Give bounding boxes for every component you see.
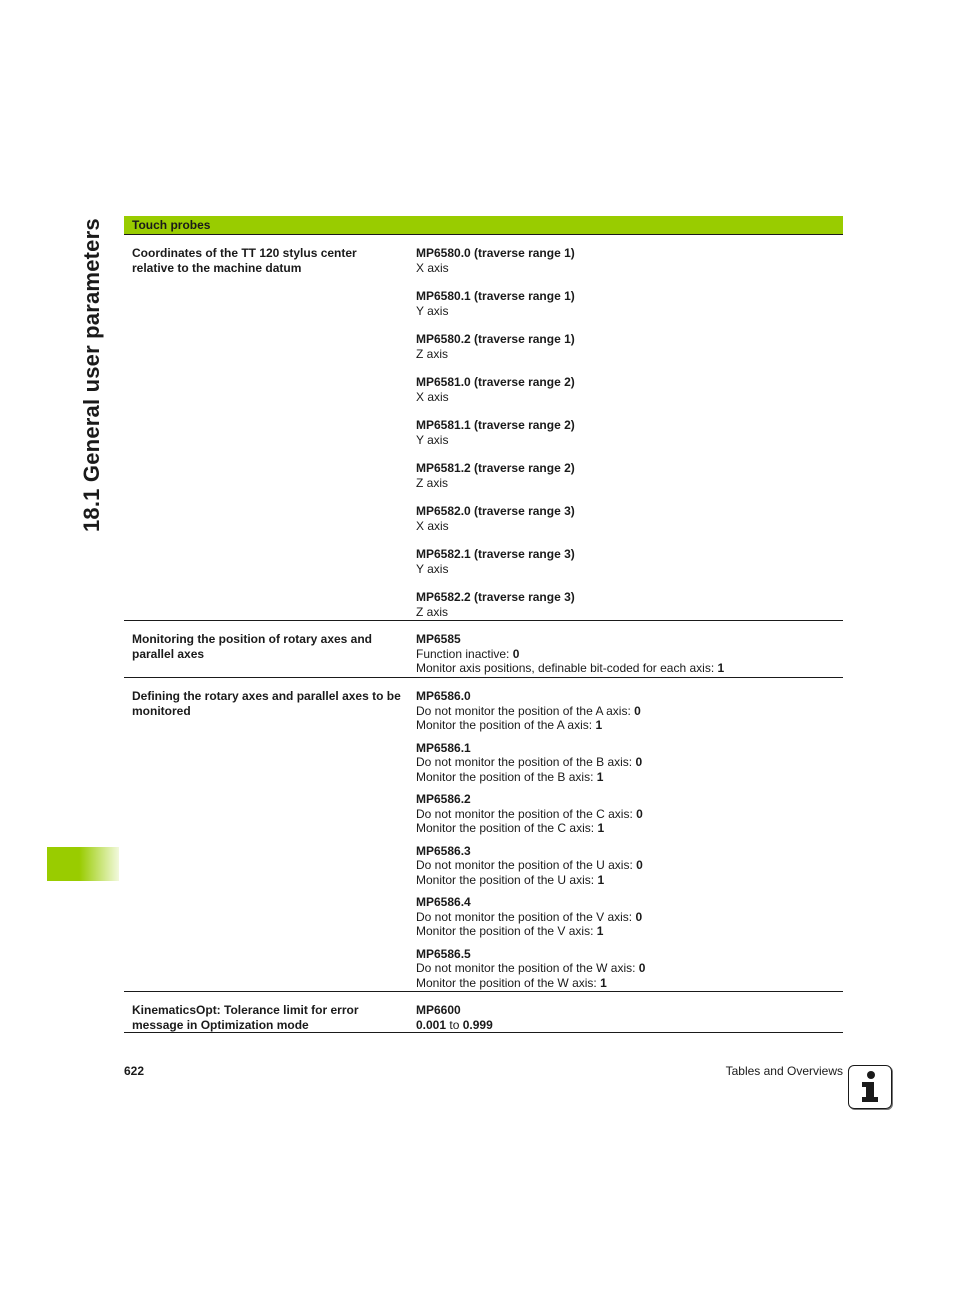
parameter-description	[416, 476, 843, 491]
parameter-name: MP6580.2 (traverse range 1)	[416, 332, 575, 346]
parameter-description	[416, 807, 843, 822]
parameter-value: 1	[597, 821, 605, 835]
parameter-entry	[416, 504, 843, 533]
parameter-entry	[416, 547, 843, 576]
parameter-description	[416, 770, 843, 785]
parameter-text: X axis	[416, 260, 449, 275]
parameter-description	[416, 924, 843, 939]
parameter-text: Monitor axis positions, definable bit-coded for each axis:	[416, 661, 718, 675]
table-row	[124, 992, 843, 1033]
table-row	[124, 678, 843, 992]
parameter-value: 0	[636, 858, 643, 872]
parameter-entry	[416, 844, 843, 888]
parameter-value: 1	[600, 975, 607, 990]
parameter-text: Monitor the position of the A axis:	[416, 718, 596, 732]
row-label: Defining the rotary axes and parallel axes to be monitored	[132, 689, 401, 718]
page-number: 622	[124, 1064, 145, 1078]
parameter-description	[416, 661, 843, 676]
parameter-text: Y axis	[416, 432, 449, 447]
parameter-value: 1	[717, 661, 725, 675]
parameter-name: MP6586.3	[416, 843, 471, 858]
table-header: Touch probes	[124, 216, 843, 235]
parameter-description	[416, 873, 843, 888]
chapter-tab-marker	[47, 847, 119, 881]
parameter-text: Do not monitor the position of the C axis:	[416, 806, 637, 821]
parameter-value: 1	[595, 718, 603, 732]
parameter-description	[416, 261, 843, 276]
parameter-name: MP6582.2 (traverse range 3)	[416, 590, 575, 604]
parameter-text: Monitor the position of the W axis:	[416, 975, 601, 990]
parameter-entry	[416, 332, 843, 361]
parameter-text: Do not monitor the position of the A axis:	[416, 703, 635, 718]
row-label: Coordinates of the TT 120 stylus center relative to the machine datum	[132, 246, 357, 275]
parameter-description	[416, 858, 843, 873]
parameter-value: 0	[636, 806, 643, 821]
parameter-text: Z axis	[416, 346, 449, 361]
parameter-name: MP6581.2 (traverse range 2)	[416, 461, 575, 475]
parameter-text: X axis	[416, 518, 449, 533]
parameter-entry	[416, 689, 843, 733]
parameter-text: Do not monitor the position of the V axis:	[416, 909, 636, 924]
parameter-entry	[416, 632, 843, 676]
parameter-description	[416, 961, 843, 976]
parameter-name: MP6600	[416, 1003, 461, 1017]
parameter-description	[416, 605, 843, 620]
row-parameters	[416, 621, 843, 676]
parameter-value: 0.999	[462, 1017, 493, 1032]
parameter-description	[416, 976, 843, 991]
parameter-value: 0.001	[416, 1017, 447, 1032]
parameter-description	[416, 755, 843, 770]
parameter-text: Z axis	[416, 604, 449, 619]
parameter-text: Y axis	[416, 303, 449, 318]
parameter-description	[416, 304, 843, 319]
parameter-entry	[416, 461, 843, 490]
parameter-text: X axis	[416, 389, 449, 404]
parameter-value: 1	[596, 769, 604, 784]
parameter-entry	[416, 289, 843, 318]
parameter-name: MP6582.1 (traverse range 3)	[416, 547, 575, 561]
row-label: Monitoring the position of rotary axes and parallel axes	[132, 632, 373, 661]
parameter-name: MP6585	[416, 632, 461, 646]
parameter-entry	[416, 246, 843, 275]
parameter-text: Monitor the position of the U axis:	[416, 872, 598, 887]
footer-section: Tables and Overviews	[725, 1064, 843, 1078]
info-icon	[848, 1065, 892, 1109]
row-parameters	[416, 992, 843, 1032]
parameter-description	[416, 647, 843, 662]
parameter-value: 0	[635, 755, 643, 769]
parameter-text: to	[446, 1017, 463, 1032]
parameter-name: MP6586.0	[416, 689, 471, 703]
parameter-text: Do not monitor the position of the B axis:	[416, 755, 636, 769]
parameter-value: 0	[512, 646, 520, 661]
parameter-description	[416, 562, 843, 577]
parameter-text: Do not monitor the position of the U axis:	[416, 858, 637, 872]
parameter-name: MP6586.2	[416, 792, 471, 806]
parameter-value: 0	[638, 961, 646, 975]
parameter-text: Do not monitor the position of the W axis:	[416, 961, 639, 975]
parameter-name: MP6582.0 (traverse range 3)	[416, 504, 575, 518]
parameter-description	[416, 910, 843, 925]
parameter-description	[416, 704, 843, 719]
parameter-text: Y axis	[416, 561, 449, 576]
parameter-name: MP6586.5	[416, 946, 471, 961]
row-label: KinematicsOpt: Tolerance limit for error message in Optimization mode	[132, 1003, 359, 1032]
parameter-text: Z axis	[416, 475, 449, 490]
parameter-value: 0	[634, 703, 641, 718]
parameter-name: MP6581.1 (traverse range 2)	[416, 418, 575, 432]
parameter-entry	[416, 895, 843, 939]
chapter-side-title: 18.1 General user parameters	[79, 218, 104, 532]
parameter-table	[124, 216, 843, 1033]
table-row	[124, 235, 843, 621]
parameter-text: Function inactive:	[416, 646, 513, 661]
parameter-entry	[416, 1003, 843, 1032]
parameter-text: Monitor the position of the V axis:	[416, 924, 597, 938]
parameter-name: MP6581.0 (traverse range 2)	[416, 375, 575, 389]
parameter-entry	[416, 375, 843, 404]
parameter-name: MP6586.1	[416, 740, 471, 755]
parameter-value: 1	[597, 872, 605, 887]
parameter-name: MP6580.1 (traverse range 1)	[416, 289, 575, 303]
parameter-value: 0	[635, 909, 643, 924]
parameter-entry	[416, 590, 843, 619]
parameter-text: Monitor the position of the C axis:	[416, 821, 598, 835]
parameter-entry	[416, 792, 843, 836]
parameter-name: MP6586.4	[416, 895, 471, 909]
parameter-description	[416, 821, 843, 836]
parameter-entry	[416, 418, 843, 447]
parameter-description	[416, 433, 843, 448]
parameter-text: Monitor the position of the B axis:	[416, 769, 597, 784]
table-row	[124, 621, 843, 678]
row-parameters	[416, 235, 843, 619]
parameter-description	[416, 718, 843, 733]
parameter-value: 1	[596, 924, 604, 938]
parameter-entry	[416, 947, 843, 991]
parameter-entry	[416, 741, 843, 785]
parameter-description	[416, 1018, 843, 1033]
parameter-name: MP6580.0 (traverse range 1)	[416, 246, 575, 260]
parameter-description	[416, 390, 843, 405]
parameter-description	[416, 519, 843, 534]
parameter-description	[416, 347, 843, 362]
row-parameters	[416, 678, 843, 990]
